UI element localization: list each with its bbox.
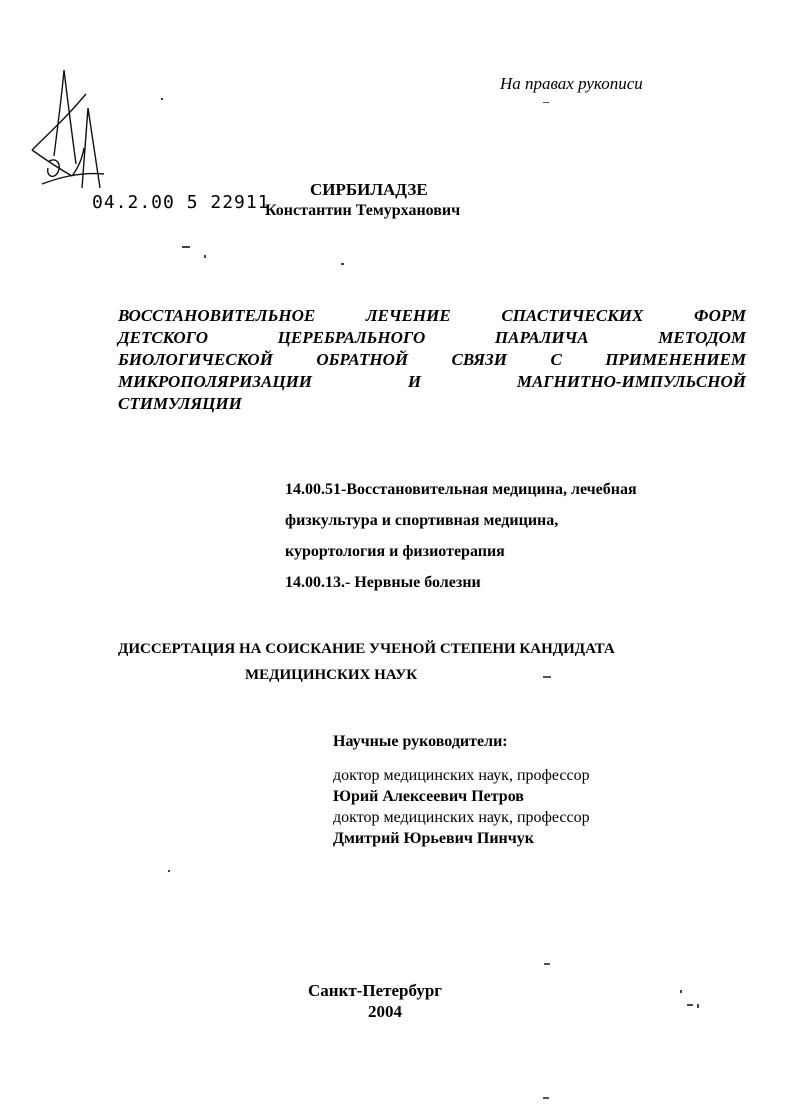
title-word: МЕТОДОМ (658, 328, 746, 347)
title-word: ЛЕЧЕНИЕ (365, 306, 451, 325)
rights-note: На правах рукописи (500, 74, 643, 93)
author-surname: СИРБИЛАДЗЕ (310, 180, 428, 199)
specialties (285, 474, 637, 598)
title-word: С (550, 350, 562, 369)
title-line (118, 305, 746, 327)
dissertation-title (118, 305, 746, 415)
signature-scribble (28, 64, 118, 204)
supervisor-degree: доктор медицинских наук, профессор (333, 767, 590, 784)
specialty-line: 14.00.13.- Нервные болезни (285, 574, 481, 591)
specialty-line: 14.00.51-Восстановительная медицина, лечебная (285, 481, 637, 498)
title-line (118, 327, 746, 349)
speck (182, 246, 190, 248)
supervisor-name: Юрий Алексеевич Петров (333, 788, 524, 805)
dissertation-type-line2: МЕДИЦИНСКИХ НАУК (245, 667, 418, 683)
author-name: Константин Темурханович (265, 202, 461, 219)
speck (680, 990, 682, 993)
title-word: МАГНИТНО-ИМПУЛЬСНОЙ (516, 372, 746, 391)
title-word: СВЯЗИ (451, 350, 508, 369)
supervisors-heading: Научные руководители: (333, 733, 508, 750)
dissertation-type-line1: ДИССЕРТАЦИЯ НА СОИСКАНИЕ УЧЕНОЙ СТЕПЕНИ КАНДИДАТА (118, 641, 615, 657)
title-word: БИОЛОГИЧЕСКОЙ (118, 350, 273, 369)
city: Санкт-Петербург (308, 981, 443, 1000)
title-word: ФОРМ (693, 306, 746, 325)
speck (697, 1004, 699, 1008)
speck (543, 102, 549, 103)
archive-stamp: 04.2.00 5 22911 (92, 192, 270, 213)
title-word: И (407, 372, 422, 391)
title-word: ВОССТАНОВИТЕЛЬНОЕ (118, 306, 316, 325)
supervisor-name: Дмитрий Юрьевич Пинчук (333, 830, 534, 847)
supervisors-list (333, 765, 590, 849)
title-line (118, 349, 746, 371)
year: 2004 (368, 1002, 402, 1021)
speck (543, 1097, 549, 1099)
title-word: ПАРАЛИЧА (494, 328, 589, 347)
title-word: МИКРОПОЛЯРИЗАЦИИ (118, 372, 313, 391)
speck (543, 676, 551, 678)
speck (168, 870, 170, 872)
speck (544, 963, 550, 965)
title-line (118, 393, 746, 415)
title-word: ОБРАТНОЙ (316, 350, 409, 369)
title-word: СТИМУЛЯЦИИ (118, 394, 242, 413)
speck (687, 1004, 693, 1006)
title-word: ЦЕРЕБРАЛЬНОГО (277, 328, 426, 347)
supervisor-degree: доктор медицинских наук, профессор (333, 809, 590, 826)
speck (204, 255, 206, 258)
speck (161, 98, 163, 100)
specialty-line: физкультура и спортивная медицина, (285, 512, 559, 529)
title-line (118, 371, 746, 393)
title-word: ДЕТСКОГО (118, 328, 209, 347)
title-word: ПРИМЕНЕНИЕМ (605, 350, 746, 369)
title-word: СПАСТИЧЕСКИХ (501, 306, 644, 325)
specialty-line: курортология и физиотерапия (285, 543, 505, 560)
speck (341, 263, 344, 265)
